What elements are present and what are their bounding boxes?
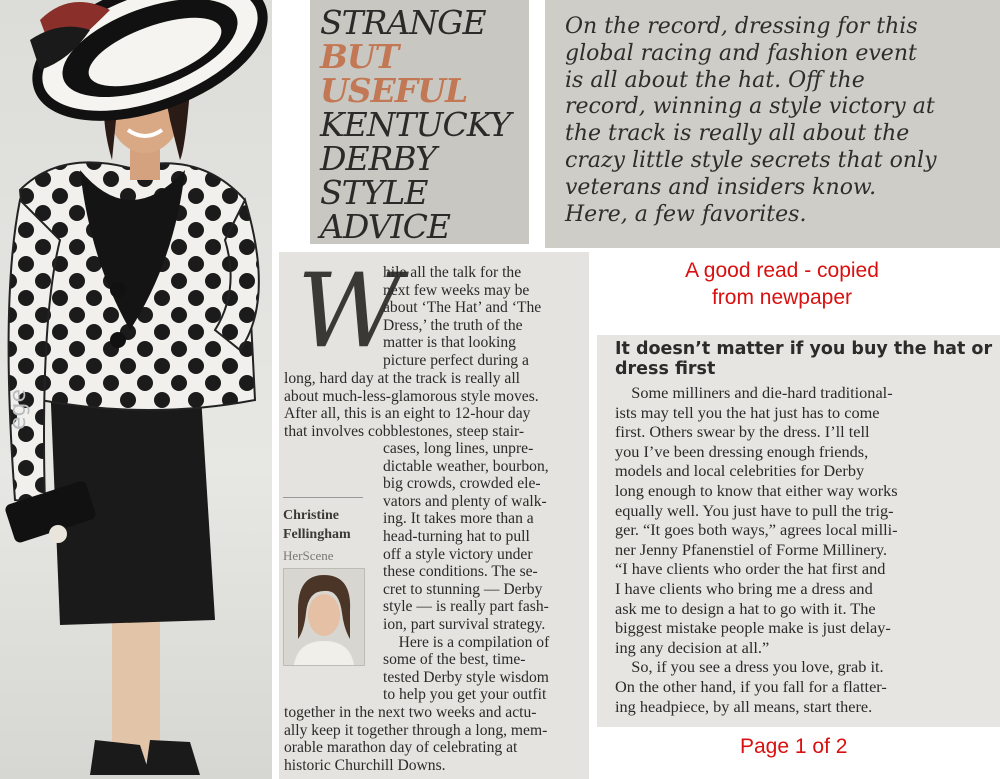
intro-line: global racing and fashion event (565, 40, 917, 66)
author-name: Christine Fellingham (283, 508, 351, 542)
article-line: hile all the talk for the (383, 264, 522, 281)
article-line: matter is that looking (383, 334, 516, 352)
article-line: historic Churchill Downs. (284, 756, 446, 774)
article-line: cases, long lines, unpre- (383, 440, 534, 457)
button-1 (110, 282, 126, 298)
article-lines-full (284, 370, 539, 440)
article-line: long, hard day at the track is really all (284, 370, 520, 387)
sidebar-line: ing any decision at all.” (615, 637, 770, 657)
sidebar-line: biggest mistake people make is just delay- (615, 618, 891, 638)
article-lines-right (383, 440, 549, 704)
article-line: tested Derby style wisdom (383, 668, 549, 686)
sidebar-line: “I have clients who order the hat first and (615, 559, 886, 579)
article-line: ally keep it together through a long, mem- (284, 721, 548, 739)
sidebar-article (597, 335, 1000, 727)
byline (283, 497, 371, 565)
article-title (310, 0, 529, 244)
author-headshot (283, 568, 365, 666)
article-line: some of the best, time- (383, 651, 526, 669)
intro-deck (545, 0, 1000, 248)
article-line: head-turning hat to pull (383, 527, 530, 545)
sidebar-line: equally well. You just have to pull the trig- (615, 500, 894, 520)
article-line: ing. It takes more than a (383, 510, 534, 528)
sidebar-line: ger. “It goes both ways,” agrees local milli- (615, 520, 898, 540)
article-line: style — is really part fash- (383, 598, 549, 616)
article-line: Dress,’ the truth of the (383, 316, 523, 334)
intro-line: the track is really all about the (565, 121, 910, 147)
article-line: next few weeks may be (383, 281, 530, 299)
sidebar-line: ner Jenny Pfanenstiel of Forme Millinery. (615, 539, 888, 559)
title-line: DERBY (320, 139, 436, 178)
button-2 (110, 332, 126, 348)
intro-line: On the record, dressing for this (565, 14, 918, 39)
intro-line: is all about the hat. Off the (565, 67, 865, 93)
article-line: dictable weather, bourbon, (383, 457, 549, 475)
photo-background-text: ege (6, 388, 31, 430)
right-shoe (145, 740, 200, 775)
sidebar-line: On the other hand, if you fall for a flatter- (615, 676, 887, 696)
sidebar-line: ing headpiece, by all means, start there. (615, 696, 873, 716)
sidebar-heading: It doesn’t matter if you buy the hat or dress first (615, 339, 993, 379)
article-line: to help you get your outfit (383, 686, 547, 704)
article-line: big crowds, crowded ele- (383, 475, 541, 493)
photo-illustration (0, 0, 272, 779)
intro-line: crazy little style secrets that only (565, 147, 937, 173)
article-line: about much-less-glamorous style moves. (284, 387, 539, 405)
intro-line: record, winning a style victory at (565, 94, 935, 120)
title-line: STYLE (320, 173, 428, 212)
sidebar-line: models and local celebrities for Derby (615, 461, 865, 481)
article-line: together in the next two weeks and actu- (284, 704, 537, 721)
sidebar-line: ists may tell you the hat just has to come (615, 402, 880, 422)
sidebar-line: first. Others swear by the dress. I’ll tell (615, 422, 870, 442)
sidebar-line: you I’ve been dressing enough friends, (615, 441, 869, 461)
title-line-accent: USEFUL (320, 71, 468, 110)
article-line: picture perfect during a (383, 351, 529, 369)
clutch-flower (49, 525, 67, 543)
article-lines-top (383, 264, 541, 370)
article-line: vators and plenty of walk- (383, 492, 547, 510)
sidebar-line: long enough to know that either way works (615, 480, 898, 500)
page-label: Page 1 of 2 (740, 735, 848, 758)
article-line: ion, part survival strategy. (383, 615, 546, 633)
photo-woman-in-derby-hat (0, 0, 272, 779)
article-line: these conditions. The se- (383, 563, 538, 581)
title-line: ADVICE (320, 207, 450, 246)
article-lines-bottom (284, 704, 547, 774)
article-line: orable marathon day of celebrating at (284, 739, 518, 757)
article-line: After all, this is an eight to 12-hour day (284, 405, 531, 423)
annotation-note: A good read - copied from newpaper (685, 259, 879, 309)
main-article-column (279, 252, 589, 779)
title-line-accent: BUT (320, 37, 399, 76)
article-line: about ‘The Hat’ and ‘The (383, 299, 542, 317)
article-line: Here is a compilation of (383, 633, 550, 651)
sidebar-line: I have clients who bring me a dress and (615, 578, 873, 598)
sidebar-line: So, if you see a dress you love, grab it. (615, 657, 884, 677)
author-org: HerScene (283, 548, 334, 563)
intro-line: Here, a few favorites. (565, 201, 807, 227)
sidebar-line: ask me to design a hat to go with it. The (615, 598, 876, 618)
article-line: off a style victory under (383, 545, 533, 563)
article-line: that involves cobblestones, steep stair- (284, 422, 525, 440)
sidebar-line: Some milliners and die-hard traditional- (615, 383, 893, 402)
title-line: STRANGE (320, 3, 486, 42)
article-line: cret to stunning — Derby (383, 580, 543, 598)
intro-line: veterans and insiders know. (565, 174, 877, 200)
drop-cap: W (297, 252, 402, 371)
title-line: KENTUCKY (320, 105, 511, 144)
